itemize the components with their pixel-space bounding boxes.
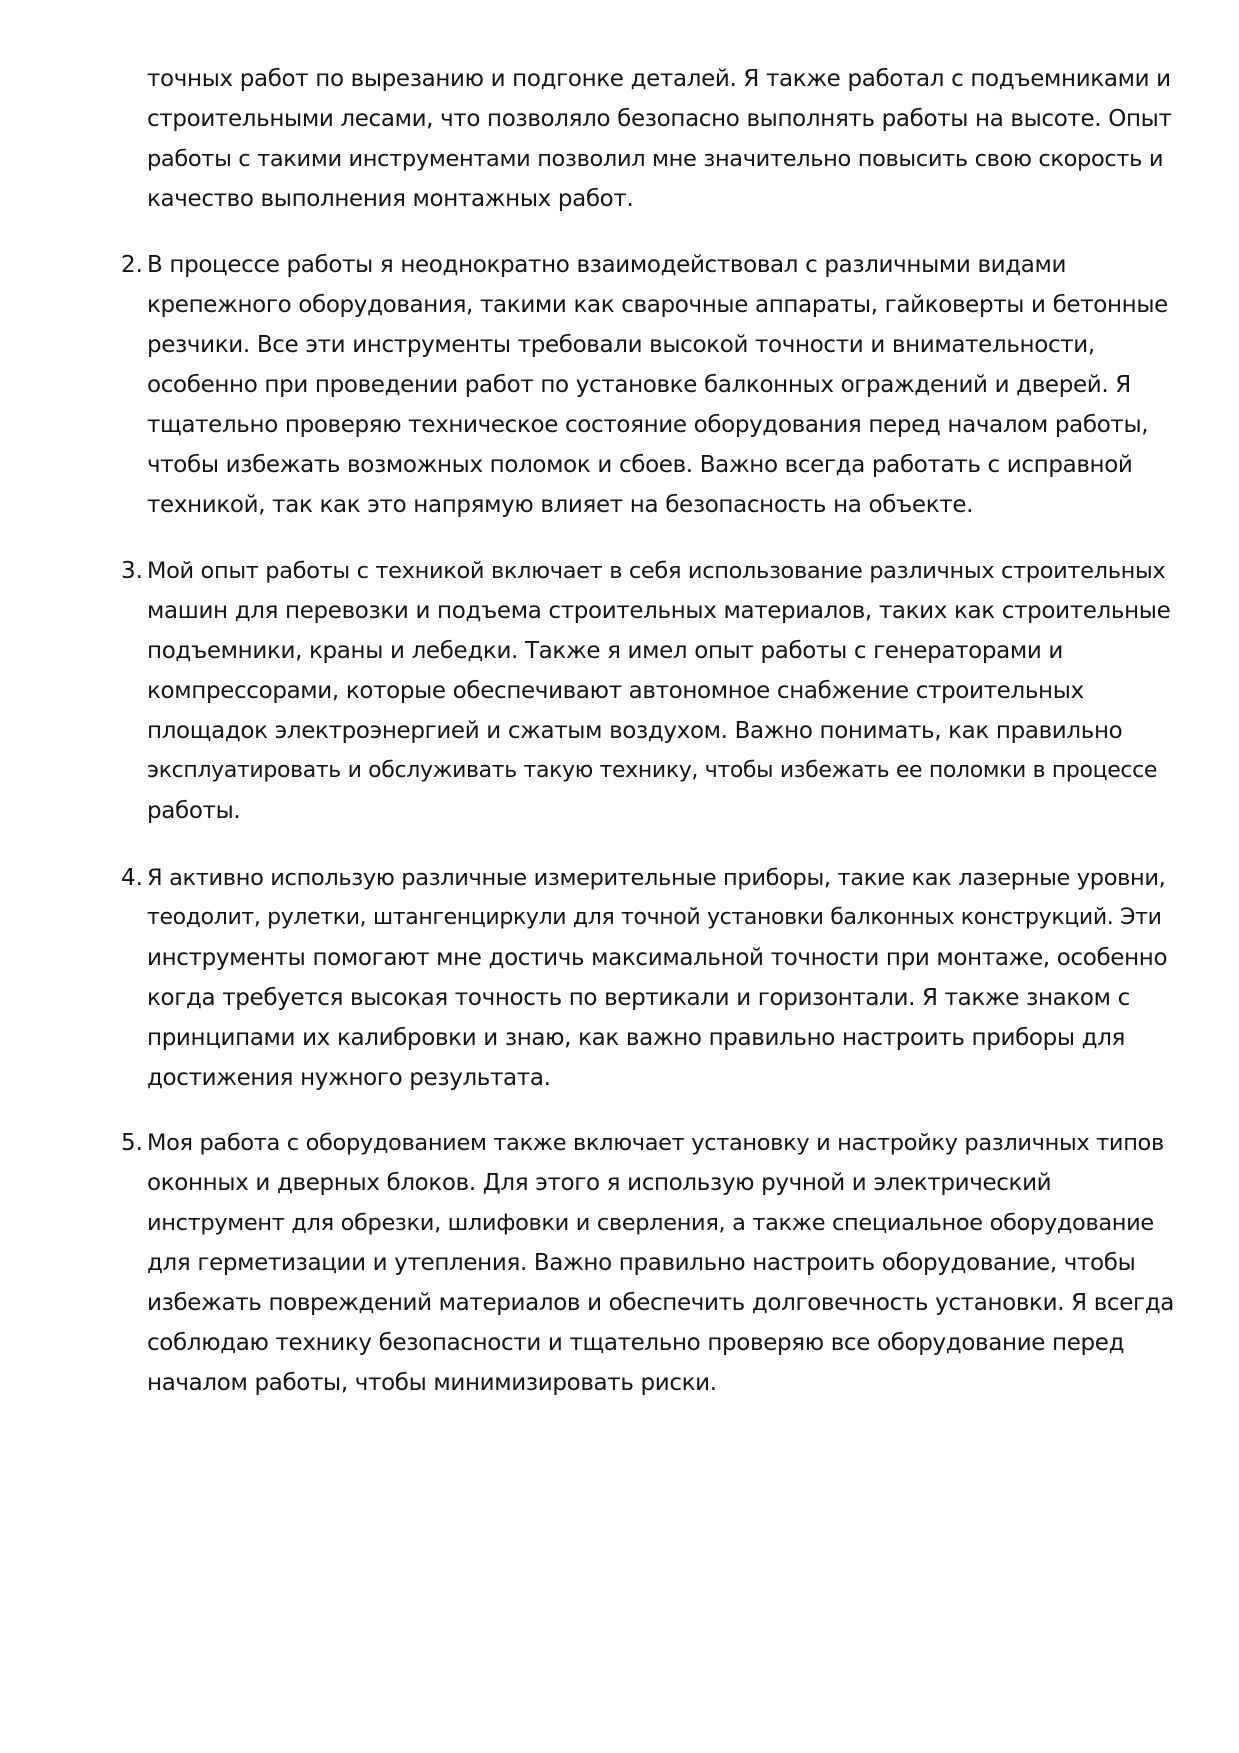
text-line: В процессе работы я неоднократно взаимодействовал с различными видами [147,252,1067,278]
text-line: крепежного оборудования, такими как сварочные аппараты, гайковерты и бетонные [147,292,1168,318]
text-line: резчики. Все эти инструменты требовали высокой точности и внимательности, [147,332,1095,358]
text-line: техникой, так как это напрямую влияет на безопасность на объекте. [147,492,974,518]
text-line: площадок электроэнергией и сжатым воздухом. Важно понимать, как правильно [147,718,1123,744]
list-item-number: 5. [121,1130,143,1156]
list-item-number: 2. [121,252,143,278]
text-line: оконных и дверных блоков. Для этого я использую ручной и электрический [147,1170,1052,1196]
text-line: избежать повреждений материалов и обеспечить долговечность установки. Я всегда [147,1290,1175,1316]
text-line: подъемники, краны и лебедки. Также я имел опыт работы с генераторами и [147,638,1064,664]
text-line: когда требуется высокая точность по вертикали и горизонтали. Я также знаком с [147,985,1130,1011]
list-item-4 [121,858,1175,1098]
text-line: работы. [147,798,241,824]
list-item-number: 4. [121,865,143,891]
text-line: эксплуатировать и обслуживать такую технику, чтобы избежать ее поломки в процессе [147,758,1158,783]
text-line: тщательно проверяю техническое состояние оборудования перед началом работы, [147,412,1149,438]
list-item-5 [121,1123,1175,1403]
text-line: инструменты помогают мне достичь максимальной точности при монтаже, особенно [147,945,1168,971]
text-line: Моя работа с оборудованием также включает установку и настройку различных типов [147,1130,1164,1156]
text-line: машин для перевозки и подъема строительных материалов, таких как строительные [147,598,1171,624]
list-item-3 [121,551,1175,831]
text-line: соблюдаю технику безопасности и тщательно проверяю все оборудование перед [147,1330,1125,1356]
text-line: Мой опыт работы с техникой включает в себя использование различных строительных [147,558,1166,584]
text-line: компрессорами, которые обеспечивают автономное снабжение строительных [147,678,1084,704]
text-line: Я активно использую различные измерительные приборы, такие как лазерные уровни, [147,865,1166,891]
text-line: чтобы избежать возможных поломок и сбоев. Важно всегда работать с исправной [147,452,1133,478]
text-line: строительными лесами, что позволяло безопасно выполнять работы на высоте. Опыт [147,106,1172,132]
list-item-number: 3. [121,558,143,584]
text-line: принципами их калибровки и знаю, как важно правильно настроить приборы для [147,1025,1126,1051]
text-line: началом работы, чтобы минимизировать риски. [147,1370,717,1396]
text-line: достижения нужного результата. [147,1065,551,1091]
text-line: инструмент для обрезки, шлифовки и сверления, а также специальное оборудование [147,1210,1154,1236]
text-line: особенно при проведении работ по установке балконных ограждений и дверей. Я [147,372,1131,398]
text-line: теодолит, рулетки, штангенциркули для точной установки балконных конструкций. Эти [147,905,1162,930]
text-line: качество выполнения монтажных работ. [147,186,634,212]
list-item-2 [121,245,1175,525]
list-item-continuation [147,59,1175,219]
text-line: точных работ по вырезанию и подгонке деталей. Я также работал с подъемниками и [147,66,1171,92]
text-line: работы с такими инструментами позволил мне значительно повысить свою скорость и [147,146,1164,172]
text-line: для герметизации и утепления. Важно правильно настроить оборудование, чтобы [147,1250,1136,1276]
